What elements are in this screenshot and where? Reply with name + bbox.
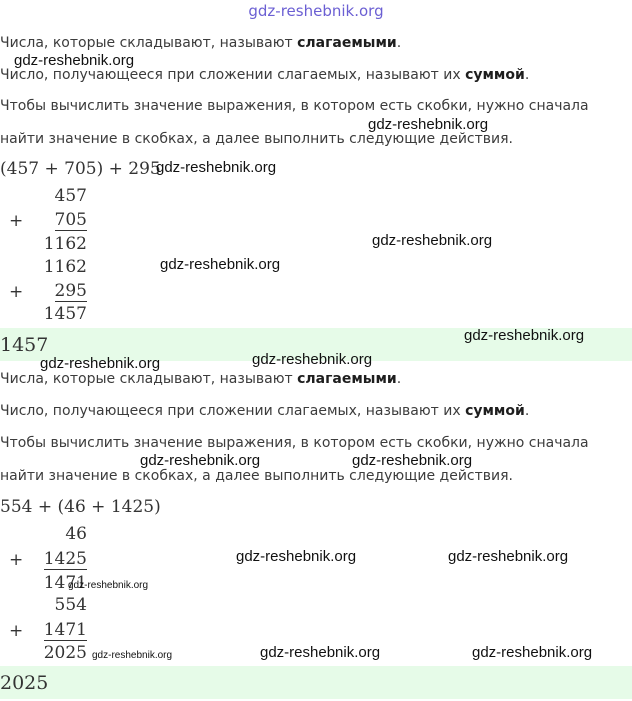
addend-underlined: 295: [54, 281, 87, 301]
term-sum: суммой: [465, 67, 525, 83]
problem1-step1-addend-b: [27, 210, 87, 230]
watermark: gdz-reshebnik.org: [368, 116, 489, 133]
term-sum: суммой: [465, 403, 525, 419]
addend-underlined: 1471: [43, 620, 87, 640]
watermark: gdz-reshebnik.org: [92, 650, 173, 661]
problem1-step1-addend-a: 457: [54, 186, 87, 206]
plus-sign: +: [9, 282, 24, 302]
problem1-step1-result: 1162: [43, 234, 87, 254]
problem1-step2-addend-b: [27, 281, 87, 301]
watermark: gdz-reshebnik.org: [260, 644, 381, 661]
watermark: gdz-reshebnik.org: [448, 548, 569, 565]
watermark: gdz-reshebnik.org: [352, 452, 473, 469]
watermark: gdz-reshebnik.org: [160, 256, 281, 273]
watermark: gdz-reshebnik.org: [372, 232, 493, 249]
problem2-step2-result: 2025: [43, 643, 87, 663]
watermark: gdz-reshebnik.org: [140, 452, 261, 469]
theory-text: .: [396, 35, 402, 51]
term-addends: слагаемыми: [297, 35, 397, 51]
theory-line-addends: [0, 370, 401, 388]
problem1-answer: 1457: [0, 334, 49, 356]
theory-text: Числа, которые складывают, называют: [0, 371, 298, 387]
problem1-step2-addend-a: 1162: [43, 257, 87, 277]
problem2-step1-result: 1471: [43, 573, 87, 593]
term-addends: слагаемыми: [297, 371, 397, 387]
theory-text: .: [524, 403, 530, 419]
watermark: gdz-reshebnik.org: [252, 351, 373, 368]
plus-sign: +: [9, 621, 24, 641]
theory-text: .: [396, 371, 402, 387]
theory-line-addends: [0, 34, 401, 52]
problem2-step1-addend-b: [27, 549, 87, 569]
theory-text: Числа, которые складывают, называют: [0, 35, 298, 51]
theory-line-brackets-cont: найти значение в скобках, а далее выполнить следующие действия.: [0, 468, 514, 484]
problem2-answer-band: [0, 666, 632, 699]
problem2-expression: 554 + (46 + 1425): [0, 497, 161, 517]
problem2-step1-addend-a: 46: [65, 524, 87, 544]
watermark: gdz-reshebnik.org: [156, 159, 277, 176]
problem2-answer: 2025: [0, 672, 49, 694]
addend-underlined: 1425: [43, 549, 87, 569]
plus-sign: +: [9, 550, 24, 570]
theory-text: Число, получающееся при сложении слагаемых, называют их: [0, 67, 466, 83]
addend-underlined: 705: [54, 210, 87, 230]
plus-sign: +: [9, 211, 24, 231]
problem2-step2-addend-a: 554: [54, 595, 87, 615]
site-watermark-header: gdz-reshebnik.org: [248, 2, 384, 20]
watermark: gdz-reshebnik.org: [14, 52, 135, 69]
theory-line-brackets: Чтобы вычислить значение выражения, в котором есть скобки, нужно сначала: [0, 435, 589, 451]
problem1-step2-result: 1457: [43, 304, 87, 324]
problem2-step2-addend-b: [27, 620, 87, 640]
theory-line-brackets-cont: найти значение в скобках, а далее выполнить следующие действия.: [0, 131, 514, 147]
theory-text: Число, получающееся при сложении слагаемых, называют их: [0, 403, 466, 419]
watermark: gdz-reshebnik.org: [68, 580, 149, 591]
watermark: gdz-reshebnik.org: [40, 355, 161, 372]
problem1-expression: (457 + 705) + 295: [0, 159, 161, 179]
watermark: gdz-reshebnik.org: [472, 644, 593, 661]
theory-line-brackets: Чтобы вычислить значение выражения, в котором есть скобки, нужно сначала: [0, 98, 589, 114]
theory-text: .: [524, 67, 530, 83]
theory-line-sum: [0, 402, 529, 420]
watermark: gdz-reshebnik.org: [236, 548, 357, 565]
watermark: gdz-reshebnik.org: [464, 327, 585, 344]
